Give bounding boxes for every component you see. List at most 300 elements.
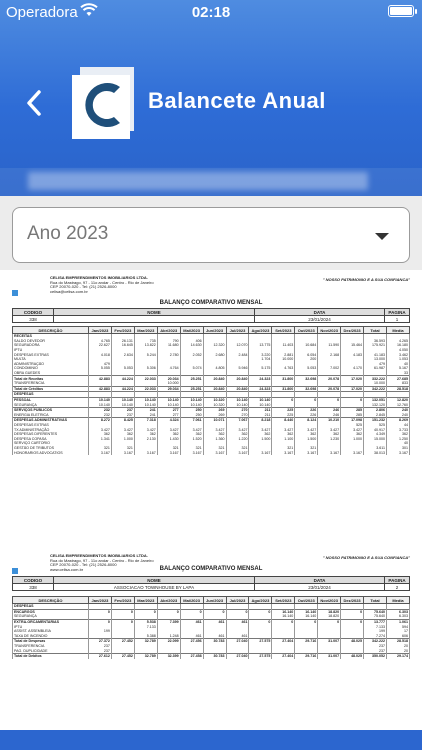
table-cell: 0 [272, 397, 295, 402]
table-cell: 200 [295, 357, 318, 362]
table-cell: 461 [226, 634, 249, 639]
table-cell: 5.053 [111, 366, 134, 371]
table-cell: 42.883 [89, 386, 112, 392]
table-cell: 27.372 [89, 639, 112, 644]
table-cell: 2.484 [226, 352, 249, 357]
table-cell: 40 [386, 441, 409, 446]
column-header: Ago/2023 [249, 327, 272, 334]
meta-header: CODIGO [13, 577, 54, 584]
table-cell: 2.780 [157, 352, 180, 357]
column-header: Ago/2023 [249, 597, 272, 604]
table-cell: 28.518 [386, 639, 409, 644]
table-cell: 20.840 [203, 386, 226, 392]
table-cell: OBRA GUEDES [13, 371, 89, 376]
table-cell: 2.168 [318, 352, 341, 357]
table-cell: 32.399 [157, 653, 180, 658]
column-header: Total [364, 597, 387, 604]
table-cell: 10.684 [295, 343, 318, 348]
table-cell: 75.640 [364, 614, 387, 619]
table-cell: 321 [89, 446, 112, 451]
table-cell: 1.230 [318, 436, 341, 441]
table-cell: 132.051 [364, 397, 387, 402]
app-header [0, 0, 422, 196]
column-header: Set/2023 [272, 597, 295, 604]
table-cell: 3.167 [89, 450, 112, 455]
table-cell: 5.053 [295, 366, 318, 371]
table-cell: 479 [89, 362, 112, 367]
table-cell: 232 [89, 407, 112, 412]
table-cell: 36.593 [364, 339, 387, 344]
table-cell: DESPESAS [13, 392, 89, 398]
table-cell: 3.427 [249, 427, 272, 432]
table-cell: ENERGIA ELETRICA [13, 413, 89, 418]
table-cell: 31.007 [318, 653, 341, 658]
table-cell: 7.002 [318, 366, 341, 371]
table-cell: 8.218 [249, 418, 272, 423]
table-cell: 362 [111, 432, 134, 437]
meta-header: DATA [255, 309, 385, 316]
table-cell: 10.140 [249, 402, 272, 407]
table-cell: 3.427 [89, 427, 112, 432]
table-cell: PESSOAL [13, 397, 89, 402]
table-cell: 461 [203, 619, 226, 624]
column-header: Jul/2023 [226, 327, 249, 334]
table-cell: 833 [386, 381, 409, 386]
table-cell: 199 [89, 629, 112, 634]
table-cell: 20.840 [203, 376, 226, 381]
table-cell: 5.538 [134, 619, 157, 624]
back-chevron-icon[interactable] [22, 88, 46, 118]
table-cell: 16.140 [295, 614, 318, 619]
column-header: Dez/2023 [341, 327, 364, 334]
table-cell: 7.318 [134, 418, 157, 423]
report-title: BALANÇO COMPARATIVO MENSAL [159, 300, 263, 306]
table-cell: 321 [272, 446, 295, 451]
table-cell: 321 [111, 446, 134, 451]
meta-header: NOME [54, 309, 255, 316]
table-cell: 237 [89, 648, 112, 653]
table-cell: 237 [111, 407, 134, 412]
table-cell: 5.388 [134, 634, 157, 639]
firm-line: CELISA EMPREENDIMENTOS IMOBILIARIOS LTDA. [50, 275, 148, 280]
table-cell: 31.800 [272, 386, 295, 392]
table-cell: 22.627 [89, 343, 112, 348]
table-cell: DESPESAS [13, 604, 89, 610]
column-header: Mar/2023 [134, 327, 157, 334]
slogan: " NOSSO PATRIMONIO E A SUA CONFIANCA" [322, 277, 410, 282]
table-cell: 211 [249, 413, 272, 418]
table-cell: 31.007 [318, 639, 341, 644]
table-cell: 24.323 [249, 386, 272, 392]
table-cell: 211 [249, 407, 272, 412]
table-cell: 33 [386, 371, 409, 376]
table-cell: Total de Receitas [13, 376, 89, 381]
table-cell: 226 [295, 413, 318, 418]
column-header: Mar/2023 [134, 597, 157, 604]
table-cell: 27.575 [249, 639, 272, 644]
table-cell: 5.244 [134, 352, 157, 357]
table-cell: 0 [203, 609, 226, 614]
table-cell: 7.133 [134, 624, 157, 629]
table-cell: 30.783 [203, 653, 226, 658]
status-bar [0, 0, 422, 24]
bottom-bar [0, 730, 422, 750]
table-cell: 44.224 [111, 376, 134, 381]
column-header: Media [386, 597, 409, 604]
column-header: Nov/2023 [318, 597, 341, 604]
table-cell: 240 [386, 413, 409, 418]
table-cell: 10.140 [111, 402, 134, 407]
table-cell: 3.427 [318, 427, 341, 432]
table-cell: 16.140 [295, 609, 318, 614]
table-cell: CONDOMINIO [13, 366, 89, 371]
table-cell: 2.680 [203, 352, 226, 357]
year-select[interactable] [12, 207, 410, 263]
column-header: Jan/2023 [89, 597, 112, 604]
table-cell: 8.440 [272, 418, 295, 423]
table-cell: 13.000 [364, 357, 387, 362]
table-cell: 237 [89, 644, 112, 649]
table-cell: 321 [157, 446, 180, 451]
table-cell: 3.427 [295, 427, 318, 432]
table-cell: 13.775 [249, 343, 272, 348]
table-cell: 3.167 [134, 450, 157, 455]
table-cell: 5.055 [89, 366, 112, 371]
table-cell: 237 [364, 648, 387, 653]
table-cell: 0 [157, 609, 180, 614]
table-cell: 20 [386, 648, 409, 653]
table-cell: 1.520 [180, 436, 203, 441]
table-cell: 362 [341, 432, 364, 437]
column-header: Nov/2023 [318, 327, 341, 334]
table-cell: 10.140 [226, 397, 249, 402]
table-cell: 20.078 [318, 376, 341, 381]
table-cell: 41.183 [364, 352, 387, 357]
carrier-label: Operadora [6, 4, 78, 21]
table-cell: 0 [341, 609, 364, 614]
table-cell: 0 [89, 619, 112, 624]
table-cell: TRANSFERENCIA [13, 644, 89, 649]
table-cell: 20.078 [318, 386, 341, 392]
table-cell: ADMINISTRAÇÃO [13, 362, 89, 367]
table-cell: 1.000 [341, 436, 364, 441]
table-cell: 0 [295, 619, 318, 624]
meta-header: CODIGO [13, 309, 54, 316]
table-cell: 3.611 [364, 446, 387, 451]
balance-table [12, 596, 410, 659]
table-cell: 0 [318, 619, 341, 624]
table-cell: 28.518 [386, 386, 409, 392]
column-header: Mai/2023 [180, 597, 203, 604]
table-cell: 16.645 [111, 343, 134, 348]
table-cell: 0 [134, 609, 157, 614]
battery-icon [388, 5, 414, 17]
table-cell: 240 [386, 407, 409, 412]
meta-header: NOME [54, 577, 255, 584]
table-cell: 5.306 [134, 366, 157, 371]
table-cell: 0 [249, 619, 272, 624]
table-cell: 3.167 [226, 450, 249, 455]
table-cell: 0 [89, 609, 112, 614]
firm-line: CEP 20070-020 - Tel: (21) 2526-8000 [50, 562, 117, 567]
firm-line: CELISA EMPREENDIMENTOS IMOBILIARIOS LTDA. [50, 553, 148, 558]
table-cell: 10.140 [134, 402, 157, 407]
table-cell: 10.140 [89, 397, 112, 402]
table-cell: 3.427 [111, 427, 134, 432]
table-cell: 132.120 [364, 402, 387, 407]
table-cell: 362 [203, 432, 226, 437]
table-cell: 342.222 [364, 386, 387, 392]
firm-line: celisa@celisa.com.br [50, 288, 88, 294]
table-cell: 225 [272, 407, 295, 412]
company-logo [70, 65, 136, 141]
table-cell: 10.140 [226, 402, 249, 407]
table-cell: 17.020 [341, 386, 364, 392]
table-cell: 10.000 [272, 357, 295, 362]
table-cell: 1.061 [386, 619, 409, 624]
table-cell: 1.220 [226, 436, 249, 441]
meta-header: PAGINA [385, 309, 410, 316]
table-cell: 27.452 [111, 639, 134, 644]
table-cell: 2.845 [364, 413, 387, 418]
clock: 02:18 [191, 4, 231, 21]
table-cell: 27.040 [226, 653, 249, 658]
table-cell: 20 [386, 644, 409, 649]
firm-info [50, 276, 200, 294]
column-header: Media [386, 327, 409, 334]
table-cell: 7.274 [364, 634, 387, 639]
table-cell: 42.883 [89, 376, 112, 381]
table-cell: 285 [341, 413, 364, 418]
table-cell: 4.183 [341, 352, 364, 357]
table-cell: MULTA [13, 357, 89, 362]
table-cell: 269 [203, 413, 226, 418]
table-cell: 362 [157, 432, 180, 437]
table-cell: 3.167 [341, 450, 364, 455]
table-cell: 0 [111, 609, 134, 614]
report-icon [12, 290, 18, 296]
table-cell: 406 [180, 339, 203, 344]
table-cell: 29.716 [295, 639, 318, 644]
table-cell: 44.224 [111, 386, 134, 392]
table-cell: 362 [134, 432, 157, 437]
table-cell: 25.251 [180, 386, 203, 392]
table-cell: 29.034 [157, 386, 180, 392]
table-cell: 10.140 [180, 402, 203, 407]
table-cell: 3.167 [272, 450, 295, 455]
year-select-value: Ano 2023 [27, 223, 109, 244]
table-cell: 11.680 [157, 343, 180, 348]
table-cell: 1.053 [386, 357, 409, 362]
table-cell: DESPESAS DIFERENTES [13, 432, 89, 437]
table-cell: 362 [318, 432, 341, 437]
table-cell: 32.789 [134, 639, 157, 644]
table-cell: 479 [364, 362, 387, 367]
table-cell: PAG. DUPLICIDADE [13, 648, 89, 653]
table-cell: 2.881 [272, 352, 295, 357]
table-cell: 461 [203, 634, 226, 639]
table-cell: 0 [111, 619, 134, 624]
table-cell: 4.764 [157, 366, 180, 371]
table-cell: 2.806 [364, 407, 387, 412]
table-cell: 27.452 [111, 653, 134, 658]
meta-value: 1 [385, 316, 410, 323]
column-header: Fev/2023 [111, 597, 134, 604]
meta-value: 23/01/2024 [255, 316, 385, 323]
meta-value: 2 [385, 584, 410, 591]
table-cell: 20.840 [226, 386, 249, 392]
table-cell: SEGURADORA [13, 343, 89, 348]
table-cell: 2.634 [111, 352, 134, 357]
table-cell: 3.427 [157, 427, 180, 432]
table-cell: 5.175 [249, 366, 272, 371]
table-cell: 362 [249, 432, 272, 437]
table-cell: 3.167 [180, 450, 203, 455]
column-header: Jun/2023 [203, 597, 226, 604]
firm-line: www.celisa.com.br [50, 566, 84, 572]
table-cell: 22.033 [134, 376, 157, 381]
table-cell: 285 [341, 407, 364, 412]
table-cell: 525 [364, 423, 387, 428]
table-cell: 3.427 [180, 427, 203, 432]
table-cell: 13.822 [134, 343, 157, 348]
report-viewer[interactable] [0, 270, 422, 740]
table-cell: 5.946 [226, 366, 249, 371]
table-cell: 1.500 [295, 436, 318, 441]
table-cell: 1.100 [272, 436, 295, 441]
table-cell: 27.458 [180, 653, 203, 658]
table-cell: 332.222 [364, 376, 387, 381]
table-cell: 40 [386, 362, 409, 367]
meta-value [54, 316, 255, 323]
table-cell: 10.140 [89, 402, 112, 407]
table-cell: 250 [180, 407, 203, 412]
table-cell: 10.140 [157, 397, 180, 402]
table-cell: 15.464 [341, 343, 364, 348]
table-cell: 0 [180, 609, 203, 614]
table-cell: 27.612 [89, 653, 112, 658]
table-cell: 25.251 [180, 376, 203, 381]
table-cell: 270 [226, 413, 249, 418]
table-cell: 4.050 [386, 348, 409, 353]
table-cell: 269 [203, 407, 226, 412]
table-cell: IPTU [13, 624, 89, 629]
table-cell: 3.167 [249, 450, 272, 455]
table-cell: 12.760 [386, 402, 409, 407]
table-cell: 8.124 [295, 418, 318, 423]
table-cell: ASSIST. ASSEMBLEIA [13, 629, 89, 634]
firm-line: CEP 20070-020 - Tel: (21) 2526-8000 [50, 284, 117, 289]
table-cell: 7.061 [180, 418, 203, 423]
table-cell: 40.917 [364, 427, 387, 432]
firm-line: Rua do Mastrago, 97 - 11o andar - Centro - Rio de Janeiro [50, 279, 154, 285]
table-cell: 232 [89, 413, 112, 418]
table-cell: 4.018 [89, 352, 112, 357]
table-cell: Total de Debitos [13, 653, 89, 658]
table-cell: 0 [341, 619, 364, 624]
table-cell: 241 [134, 407, 157, 412]
dropdown-caret-icon [375, 233, 389, 240]
table-cell: 790 [157, 339, 180, 344]
table-cell: 38.013 [364, 450, 387, 455]
table-cell: 11.403 [272, 343, 295, 348]
table-cell: 10.000 [157, 381, 180, 386]
page-title: Balancete Anual [148, 88, 326, 113]
table-cell: DESPESA COPASA [13, 436, 89, 441]
table-cell: 27.404 [272, 653, 295, 658]
meta-value: ASSOCIACAO TOWNHOUSE BY LAPA [54, 584, 255, 591]
table-cell: 26.131 [111, 339, 134, 344]
table-cell: SEGURANÇA [13, 614, 89, 619]
table-cell: 22.099 [157, 639, 180, 644]
table-cell: 246 [318, 407, 341, 412]
table-cell: TRANSFERENCIA [13, 381, 89, 386]
table-cell: DESPESAS ADMINISTRATIVAS [13, 418, 89, 423]
table-cell: 29.716 [295, 653, 318, 658]
table-cell: 14.630 [180, 343, 203, 348]
table-cell: 30.783 [203, 639, 226, 644]
table-cell: 1.500 [249, 436, 272, 441]
table-cell: 0 [249, 609, 272, 614]
table-cell: 1.248 [157, 634, 180, 639]
table-cell: 225 [272, 413, 295, 418]
table-cell: 29.174 [386, 653, 409, 658]
table-cell: DESPESAS EXTRAS [13, 423, 89, 428]
table-cell: 17.098 [341, 418, 364, 423]
table-cell: 3.167 [318, 450, 341, 455]
table-cell: 1.000 [111, 436, 134, 441]
table-cell: 11.590 [318, 343, 341, 348]
table-cell: 342.222 [364, 639, 387, 644]
table-cell: 321 [180, 446, 203, 451]
table-cell: 27.685 [386, 376, 409, 381]
table-cell: 16.180 [386, 343, 409, 348]
table-cell: 0 [272, 619, 295, 624]
balance-table [12, 326, 410, 455]
meta-header: DATA [255, 577, 385, 584]
table-cell: 362 [386, 432, 409, 437]
table-cell: 362 [89, 432, 112, 437]
table-cell: 48.025 [341, 653, 364, 658]
table-cell: 20.034 [157, 376, 180, 381]
table-cell: 277 [157, 413, 180, 418]
table-cell: 735 [134, 339, 157, 344]
table-cell: 10.140 [180, 397, 203, 402]
blurred-subtitle [0, 168, 422, 196]
table-cell: 12.070 [226, 343, 249, 348]
table-cell: 10.000 [364, 381, 387, 386]
column-header: DESCRIÇÃO [13, 597, 89, 604]
table-cell: EXTRA-ORCAMENTARIAS [13, 619, 89, 624]
table-cell: 4.763 [272, 366, 295, 371]
table-cell: 151.232 [364, 418, 387, 423]
table-cell: 18.820 [318, 609, 341, 614]
column-header: DESCRIÇÃO [13, 327, 89, 334]
table-cell: 6.303 [386, 609, 409, 614]
table-cell: 27.575 [249, 653, 272, 658]
meta-value: 338 [13, 584, 54, 591]
table-cell: 250 [180, 413, 203, 418]
table-cell: 1.360 [203, 436, 226, 441]
table-cell: 24.323 [249, 376, 272, 381]
table-cell: 61.987 [364, 366, 387, 371]
table-cell: SALDO DEVEDOR [13, 339, 89, 344]
table-cell: 3.167 [386, 450, 409, 455]
table-cell: 16.140 [272, 614, 295, 619]
table-cell: 17.020 [341, 376, 364, 381]
column-header: Dez/2023 [341, 597, 364, 604]
table-cell: 277 [157, 407, 180, 412]
